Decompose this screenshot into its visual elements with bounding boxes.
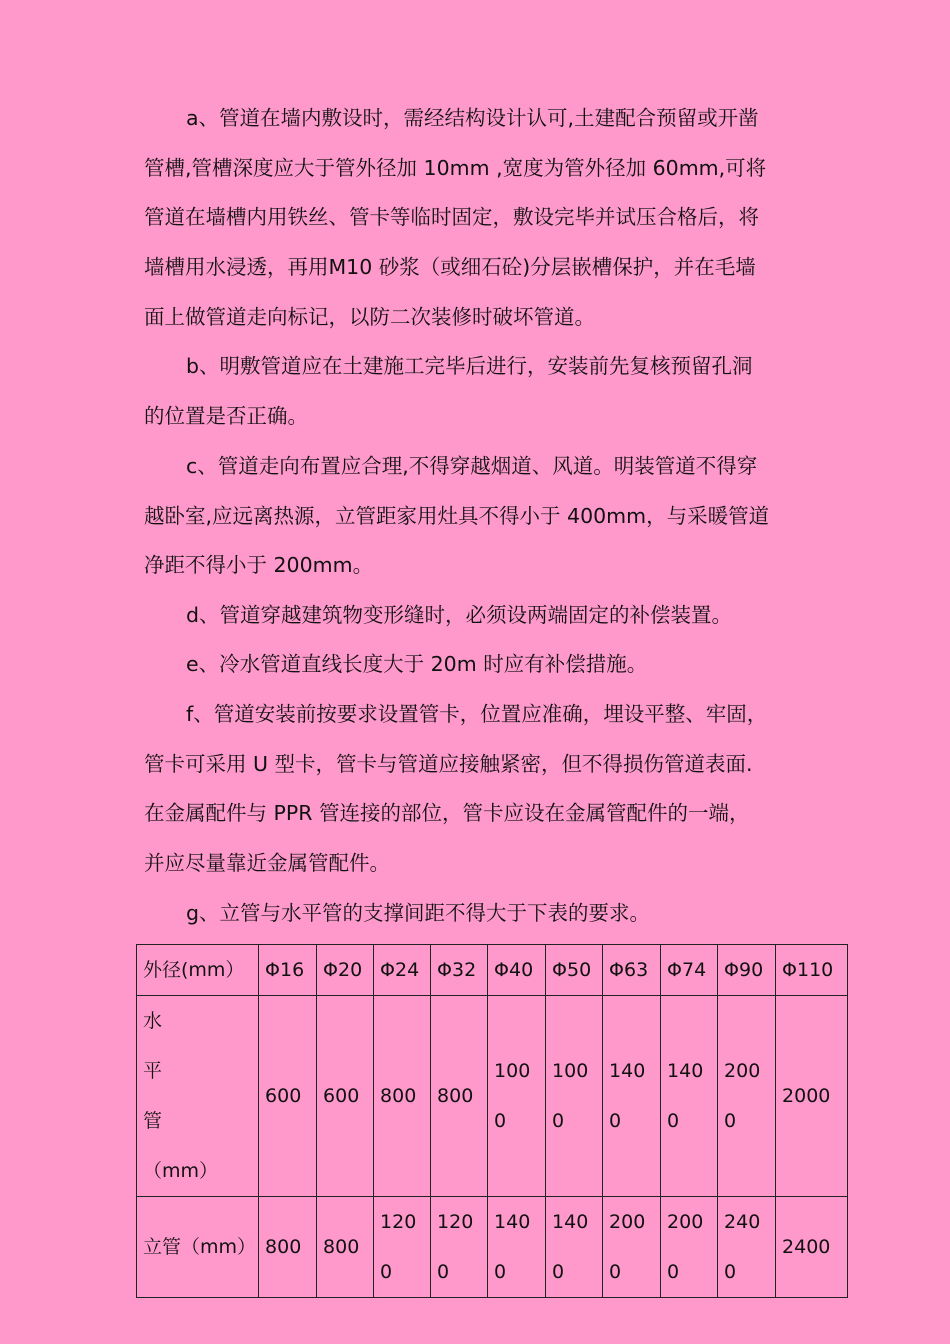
table-header-cell: Φ40 <box>488 945 546 996</box>
text-line: 管槽,管槽深度应大于管外径加 10mm ,宽度为管外径加 60mm,可将 <box>144 155 767 180</box>
cell-line: 0 <box>552 1110 565 1132</box>
cell-line: 0 <box>724 1261 737 1283</box>
cell-line: 0 <box>609 1110 622 1132</box>
paragraph-a <box>144 94 824 343</box>
text-line: b、明敷管道应在土建施工完毕后进行，安装前先复核预留孔洞 <box>186 354 753 378</box>
text-line: d、管道穿越建筑物变形缝时，必须设两端固定的补偿装置。 <box>186 603 733 627</box>
table-cell <box>374 1197 431 1298</box>
cell-line: 140 <box>667 1060 704 1082</box>
cell-line: 0 <box>552 1261 565 1283</box>
table-cell <box>718 996 776 1197</box>
paragraph-f <box>144 690 824 889</box>
table-header-cell: Φ24 <box>374 945 431 996</box>
table-cell <box>546 1197 603 1298</box>
cell-line: 0 <box>494 1261 507 1283</box>
paragraph-g <box>144 889 824 939</box>
paragraph-b <box>144 342 824 441</box>
row-label-line <box>143 996 252 1146</box>
table-header-cell: Φ50 <box>546 945 603 996</box>
cell-line: 0 <box>667 1110 680 1132</box>
cell-line: 200 <box>609 1211 646 1233</box>
cell-line: 100 <box>494 1060 531 1082</box>
cell-line: 0 <box>437 1261 450 1283</box>
cell-line: 0 <box>494 1110 507 1132</box>
table-cell: 800 <box>259 1197 317 1298</box>
row-label-vertical: 立管（mm） <box>137 1197 259 1298</box>
text-line: 管道在墙槽内用铁丝、管卡等临时固定，敷设完毕并试压合格后，将 <box>144 205 759 230</box>
cell-line: 120 <box>380 1211 417 1233</box>
cell-line: 140 <box>494 1211 531 1233</box>
table-cell <box>488 996 546 1197</box>
table-cell: 800 <box>374 996 431 1197</box>
text-line: 并应尽量靠近金属管配件。 <box>144 851 390 876</box>
table-cell <box>431 1197 488 1298</box>
cell-line: 100 <box>552 1060 589 1082</box>
table-cell: 600 <box>259 996 317 1197</box>
label-char: 管 <box>143 1110 163 1132</box>
table-cell <box>661 1197 718 1298</box>
text-line: f、管道安装前按要求设置管卡，位置应准确，埋设平整、牢固， <box>186 702 768 726</box>
text-line: a、管道在墙内敷设时，需经结构设计认可,土建配合预留或开凿 <box>186 106 759 130</box>
paragraph-e <box>144 640 824 690</box>
table-header-cell: Φ90 <box>718 945 776 996</box>
table-header-row <box>137 945 848 996</box>
text-line: 墙槽用水浸透，再用M10 砂浆（或细石砼)分层嵌槽保护，并在毛墙 <box>144 255 756 280</box>
label-char: 水 <box>143 1010 163 1032</box>
table-cell <box>661 996 718 1197</box>
text-line: e、冷水管道直线长度大于 20m 时应有补偿措施。 <box>186 652 648 676</box>
cell-line: 240 <box>724 1211 761 1233</box>
table-header-cell: Φ16 <box>259 945 317 996</box>
label-char: 平 <box>143 1060 163 1082</box>
table-cell: 2400 <box>776 1197 848 1298</box>
table-header-cell: Φ74 <box>661 945 718 996</box>
support-spacing-table <box>136 944 848 1298</box>
text-line: 管卡可采用 U 型卡，管卡与管道应接触紧密，但不得损伤管道表面. <box>144 751 753 776</box>
table-cell <box>603 996 661 1197</box>
row-label-unit: （mm） <box>143 1160 219 1182</box>
table-cell <box>603 1197 661 1298</box>
table-header-cell: Φ63 <box>603 945 661 996</box>
cell-line: 0 <box>667 1261 680 1283</box>
text-line: c、管道走向布置应合理,不得穿越烟道、风道。明装管道不得穿 <box>186 454 758 478</box>
text-line: 面上做管道走向标记，以防二次装修时破坏管道。 <box>144 304 595 329</box>
table-row-vertical <box>137 1197 848 1298</box>
cell-line: 0 <box>724 1110 737 1132</box>
table-header-cell: Φ110 <box>776 945 848 996</box>
table-cell <box>718 1197 776 1298</box>
table-cell <box>488 1197 546 1298</box>
cell-line: 140 <box>552 1211 589 1233</box>
cell-line: 120 <box>437 1211 474 1233</box>
text-line: 在金属配件与 PPR 管连接的部位，管卡应设在金属管配件的一端， <box>144 801 750 826</box>
cell-line: 0 <box>380 1261 393 1283</box>
paragraph-c <box>144 442 824 591</box>
text-line: g、立管与水平管的支撑间距不得大于下表的要求。 <box>186 901 651 925</box>
cell-line: 200 <box>724 1060 761 1082</box>
table-cell <box>546 996 603 1197</box>
table-cell: 2000 <box>776 996 848 1197</box>
table-header-cell: Φ20 <box>317 945 374 996</box>
table-cell: 800 <box>317 1197 374 1298</box>
table-cell: 800 <box>431 996 488 1197</box>
text-line: 净距不得小于 200mm。 <box>144 553 374 578</box>
cell-line: 200 <box>667 1211 704 1233</box>
table-header-cell: Φ32 <box>431 945 488 996</box>
cell-line: 140 <box>609 1060 646 1082</box>
text-line: 越卧室,应远离热源，立管距家用灶具不得小于 400mm，与采暖管道 <box>144 503 770 528</box>
table-header-label: 外径(mm） <box>137 945 259 996</box>
paragraph-d <box>144 591 824 641</box>
row-label-horizontal <box>137 996 259 1197</box>
table-cell: 600 <box>317 996 374 1197</box>
table-row-horizontal <box>137 996 848 1197</box>
text-line: 的位置是否正确。 <box>144 403 308 428</box>
cell-line: 0 <box>609 1261 622 1283</box>
